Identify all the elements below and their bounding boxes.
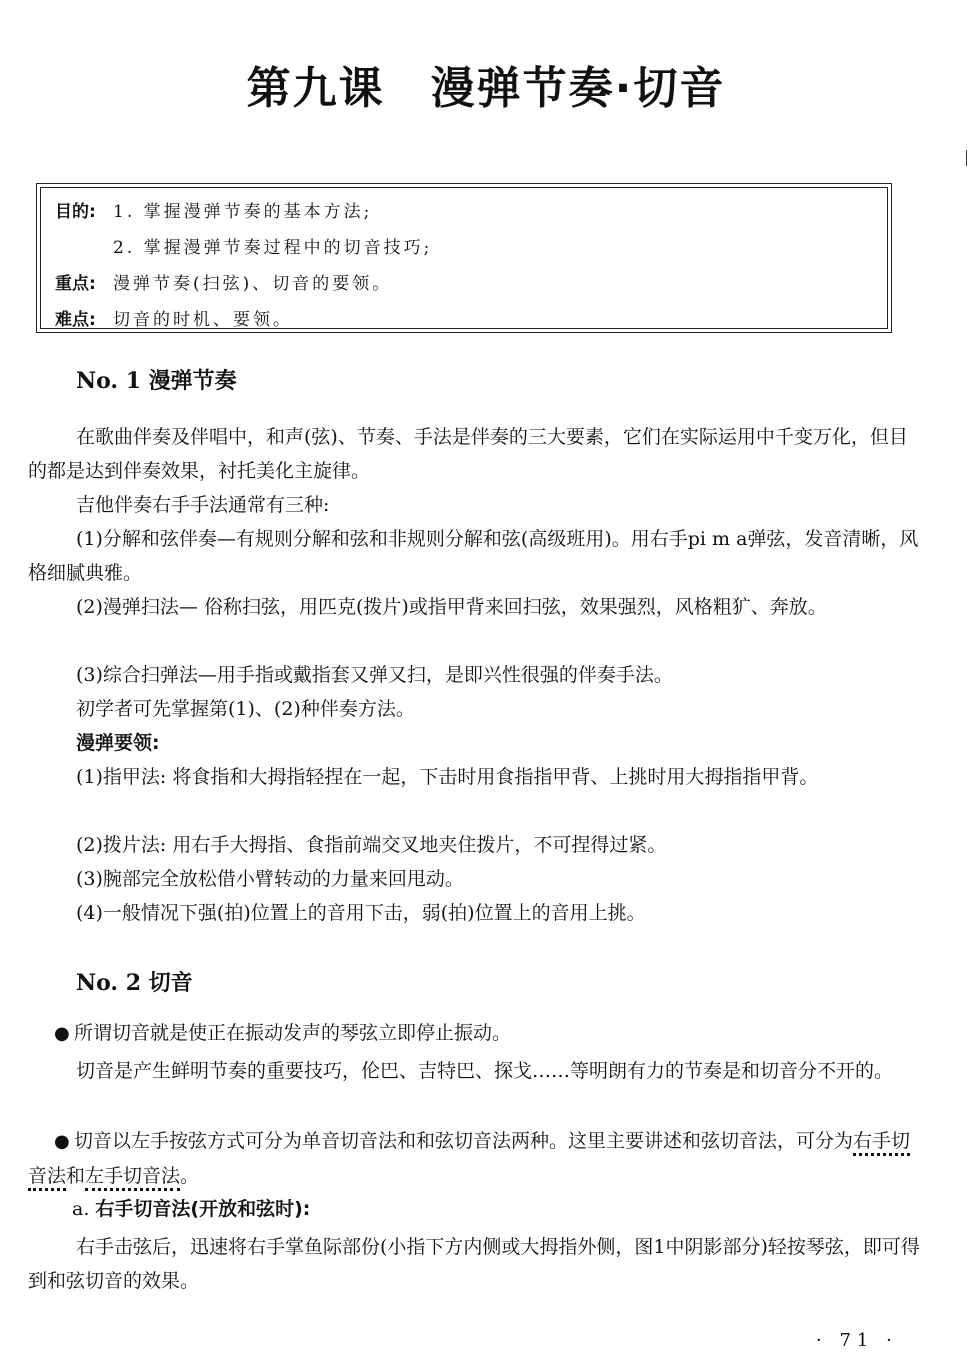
page-title: 第九课 漫弹节奏·切音	[246, 63, 726, 114]
key-point-text: 漫弹节奏(扫弦)、切音的要领。	[113, 274, 393, 294]
section-1-paragraph-3: (1)分解和弦伴奏—有规则分解和弦和非规则分解和弦(高级班用)。用右手pi m a弹弦，发音清晰，风格细腻典雅。	[28, 528, 919, 584]
tips-label: 漫弹要领:	[76, 732, 160, 754]
tip-3: (3)腕部完全放松借小臂转动的力量来回甩动。	[76, 868, 464, 890]
goal-item-1: 1. 掌握漫弹节奏的基本方法;	[113, 202, 373, 222]
section-1-paragraph-1: 在歌曲伴奏及伴唱中，和声(弦)、节奏、手法是伴奏的三大要素，它们在实际运用中千变万化，但目的都是达到伴奏效果，衬托美化主旋律。	[28, 426, 908, 482]
tip-1: (1)指甲法: 将食指和大拇指轻捏在一起，下击时用食指指甲背、上挑时用大拇指指甲背。	[76, 766, 819, 788]
tip-2: (2)拨片法: 用右手大拇指、食指前端交叉地夹住拨片，不可捏得过紧。	[76, 834, 667, 856]
section-2-paragraph-1: 切音是产生鲜明节奏的重要技巧，伦巴、吉特巴、探戈……等明朗有力的节奏是和切音分不开的。	[76, 1060, 894, 1082]
section-1-heading: No. 1 漫弹节奏	[76, 368, 237, 394]
section-1-paragraph-4: (2)漫弹扫法— 俗称扫弦，用匹克(拨片)或指甲背来回扫弦，效果强烈，风格粗犷、奔放。	[76, 596, 827, 618]
difficulty-row	[55, 302, 887, 338]
key-point-label: 重点:	[55, 274, 96, 294]
objectives-box	[36, 183, 892, 333]
section-2-bullet-1: ● 所谓切音就是使正在振动发声的琴弦立即停止振动。	[28, 1016, 920, 1051]
goal-row-2	[55, 230, 887, 266]
bullet-icon: ●	[54, 1023, 70, 1044]
goal-row-1	[55, 194, 887, 230]
objectives-inner-frame	[40, 187, 888, 329]
left-hand-mute-term: 左手切音法	[85, 1165, 180, 1191]
section-1-paragraph-5: (3)综合扫弹法—用手指或戴指套又弹又扫，是即兴性很强的伴奏手法。	[76, 664, 673, 686]
section-1-paragraph-2: 吉他伴奏右手手法通常有三种:	[76, 494, 330, 516]
difficulty-text: 切音的时机、要领。	[113, 310, 293, 330]
difficulty-label: 难点:	[55, 310, 96, 330]
tip-4: (4)一般情况下强(拍)位置上的音用下击，弱(拍)位置上的音用上挑。	[76, 902, 646, 924]
section-2-paragraph-2: 右手击弦后，迅速将右手掌鱼际部份(小指下方内侧或大拇指外侧，图1中阴影部分)轻按琴弦，即可得到和弦切音的效果。	[28, 1236, 920, 1292]
edge-mark	[966, 150, 967, 166]
section-1-paragraph-6: 初学者可先掌握第(1)、(2)种伴奏方法。	[76, 698, 415, 720]
section-2-heading: No. 2 切音	[76, 970, 193, 996]
page-number: · 71 ·	[816, 1330, 898, 1351]
goal-label: 目的:	[55, 202, 96, 222]
bullet-icon: ●	[54, 1131, 70, 1152]
subsection-a: a. 右手切音法(开放和弦时):	[72, 1198, 311, 1220]
key-point-row	[55, 266, 887, 302]
section-2-bullet-2: ● 切音以左手按弦方式可分为单音切音法和和弦切音法两种。这里主要讲述和弦切音法，可分为右手切音法和左手切音法。	[28, 1124, 920, 1193]
right-hand-mute-term: 右手切音法	[28, 1130, 910, 1191]
goal-item-2: 2. 掌握漫弹节奏过程中的切音技巧;	[113, 238, 433, 258]
